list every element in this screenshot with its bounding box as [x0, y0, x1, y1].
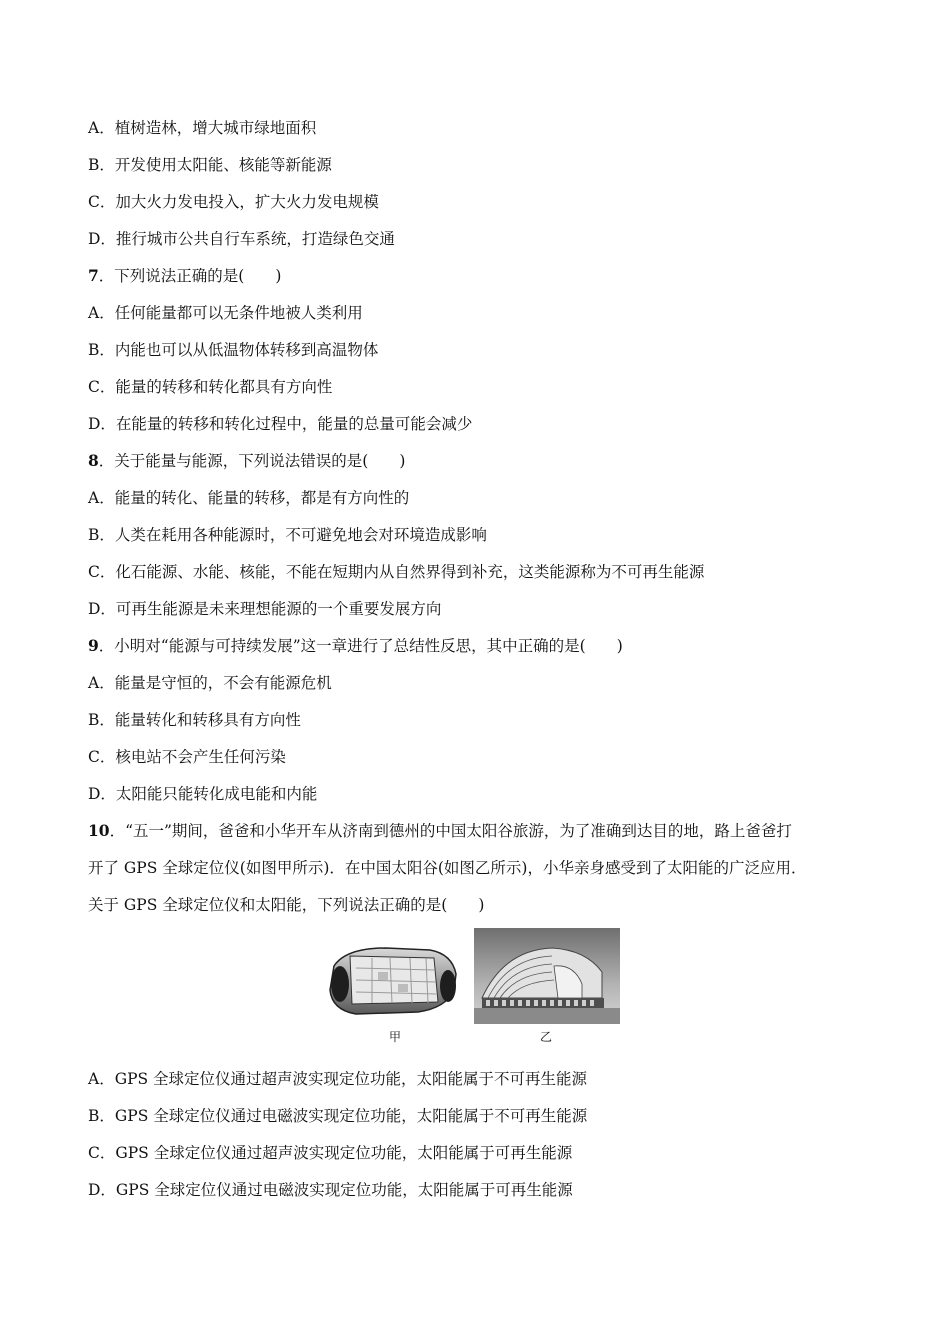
q10-stem-line3: 关于 GPS 全球定位仪和太阳能，下列说法正确的是( ) — [88, 896, 485, 914]
q10-stem-line1 — [88, 821, 792, 841]
q10-option-d: D．GPS 全球定位仪通过电磁波实现定位功能，太阳能属于可再生能源 — [88, 1181, 573, 1199]
q6-option-a: A．植树造林，增大城市绿地面积 — [88, 119, 317, 137]
q10-option-b: B．GPS 全球定位仪通过电磁波实现定位功能，太阳能属于不可再生能源 — [88, 1107, 588, 1125]
q9-number: 9 — [88, 636, 99, 655]
q9-option-c: C．核电站不会产生任何污染 — [88, 748, 286, 766]
q7-option-d: D．在能量的转移和转化过程中，能量的总量可能会减少 — [88, 415, 473, 433]
q10-stem-text1: ．“五一”期间，爸爸和小华开车从济南到德州的中国太阳谷旅游，为了准确到达目的地，路上爸爸打 — [109, 822, 792, 840]
q6-option-b: B．开发使用太阳能、核能等新能源 — [88, 156, 332, 174]
q7-option-a: A．任何能量都可以无条件地被人类利用 — [88, 304, 363, 322]
q7-option-b: B．内能也可以从低温物体转移到高温物体 — [88, 341, 379, 359]
q8-stem-text: ．关于能量与能源，下列说法错误的是( ) — [98, 452, 406, 470]
gps-device-image — [326, 940, 460, 1020]
q10-figures — [326, 926, 626, 1046]
q7-option-c: C．能量的转移和转化都具有方向性 — [88, 378, 333, 396]
q8-option-a: A．能量的转化、能量的转移，都是有方向性的 — [88, 489, 410, 507]
q10-number: 10 — [88, 821, 110, 840]
q10-option-c: C．GPS 全球定位仪通过超声波实现定位功能，太阳能属于可再生能源 — [88, 1144, 573, 1162]
q8-option-d: D．可再生能源是未来理想能源的一个重要发展方向 — [88, 600, 442, 618]
q8-number: 8 — [88, 451, 99, 470]
q10-option-a: A．GPS 全球定位仪通过超声波实现定位功能，太阳能属于不可再生能源 — [88, 1070, 588, 1088]
q10-stem-line2: 开了 GPS 全球定位仪(如图甲所示)．在中国太阳谷(如图乙所示)，小华亲身感受到了太阳能的广泛应用． — [88, 859, 807, 877]
solar-valley-building-image — [474, 928, 620, 1024]
q7-number: 7 — [88, 266, 99, 285]
q9-option-b: B．能量转化和转移具有方向性 — [88, 711, 301, 729]
q8-stem — [88, 451, 405, 471]
q8-option-b: B．人类在耗用各种能源时，不可避免地会对环境造成影响 — [88, 526, 487, 544]
q7-stem — [88, 266, 281, 286]
q9-stem-text: ．小明对“能源与可持续发展”这一章进行了总结性反思，其中正确的是( ) — [98, 637, 623, 655]
q6-option-d: D．推行城市公共自行车系统，打造绿色交通 — [88, 230, 395, 248]
q9-stem — [88, 636, 623, 656]
q6-option-c: C．加大火力发电投入，扩大火力发电规模 — [88, 193, 379, 211]
q9-option-a: A．能量是守恒的，不会有能源危机 — [88, 674, 332, 692]
q9-option-d: D．太阳能只能转化成电能和内能 — [88, 785, 318, 803]
figure-a-caption: 甲 — [389, 1030, 402, 1044]
figure-b-caption: 乙 — [540, 1030, 553, 1044]
q8-option-c: C．化石能源、水能、核能，不能在短期内从自然界得到补充，这类能源称为不可再生能源 — [88, 563, 705, 581]
q7-stem-text: ．下列说法正确的是( ) — [98, 267, 282, 285]
